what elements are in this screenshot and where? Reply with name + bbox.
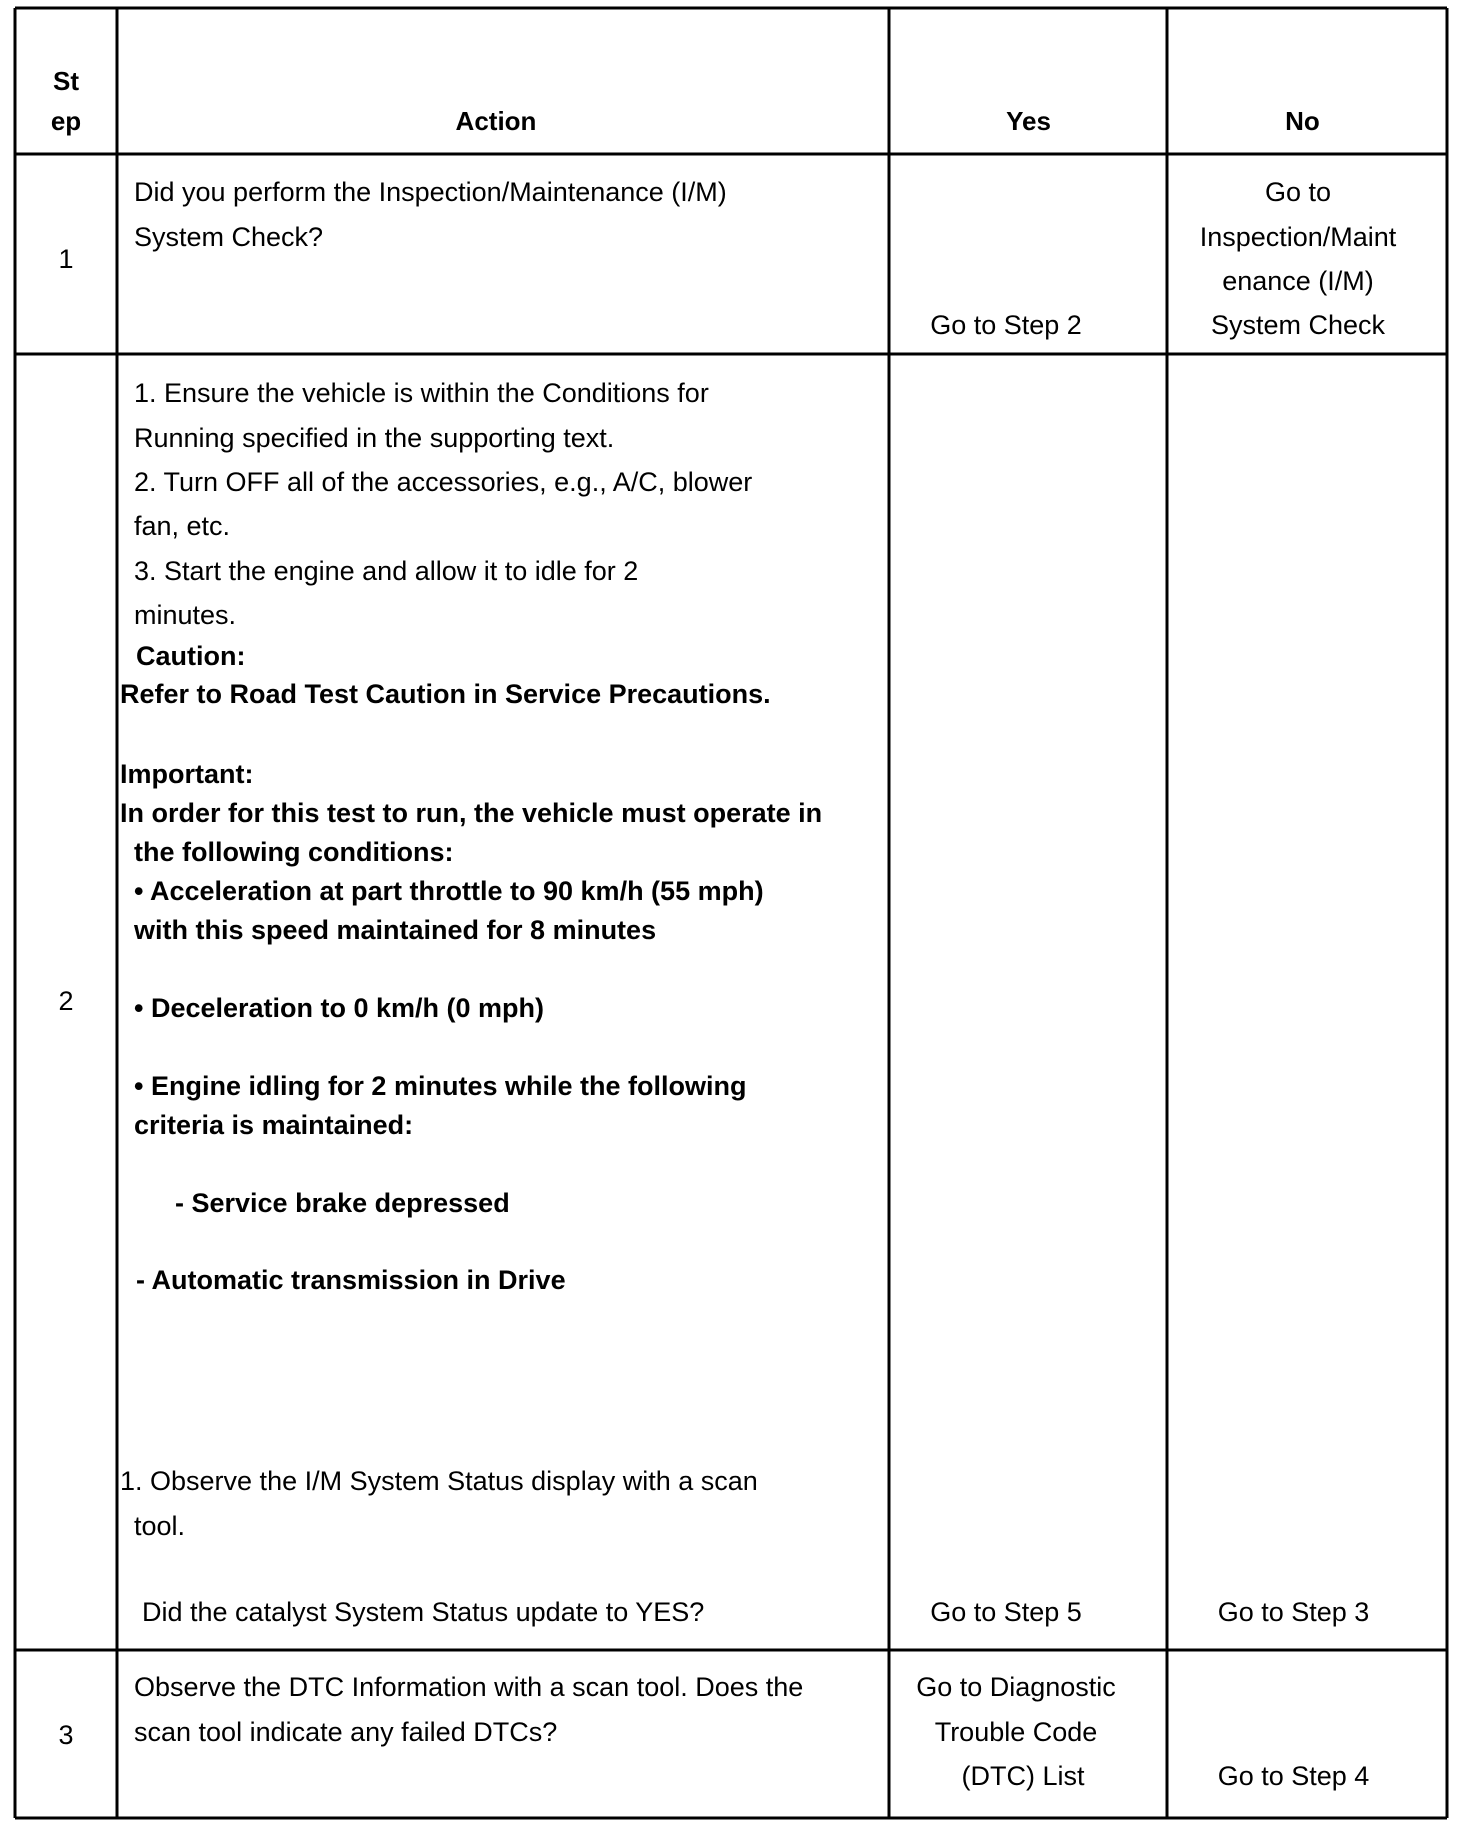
- row1-no-line-4: System Check: [1210, 310, 1386, 340]
- caution-text: Refer to Road Test Caution in Service Precautions.: [120, 679, 771, 709]
- header-step-line-2: ep: [50, 106, 82, 136]
- row1-no-line-1: Go to: [1264, 177, 1332, 207]
- bullet-idling-line-2: criteria is maintained:: [134, 1110, 414, 1140]
- row1-yes: Go to Step 2: [930, 310, 1082, 340]
- row1-step: 1: [58, 244, 74, 274]
- row2-item-line-5: 3. Start the engine and allow it to idle for 2: [134, 556, 639, 586]
- row2-item-line-1: 1. Ensure the vehicle is within the Conditions for: [134, 378, 709, 408]
- row2-item-line-6: minutes.: [134, 600, 237, 630]
- observe-line-1: 1. Observe the I/M System Status display with a scan: [120, 1466, 758, 1496]
- sub-item-automatic-transmission: - Automatic transmission in Drive: [136, 1265, 566, 1295]
- row3-yes-line-2: Trouble Code: [934, 1717, 1098, 1747]
- important-text-line-2: the following conditions:: [134, 837, 454, 867]
- important-title: Important:: [120, 759, 254, 789]
- row2-step: 2: [58, 986, 74, 1016]
- row3-no: Go to Step 4: [1217, 1761, 1370, 1791]
- row3-action-line-2: scan tool indicate any failed DTCs?: [134, 1717, 558, 1747]
- observe-line-2: tool.: [134, 1511, 186, 1541]
- row2-item-line-3: 2. Turn OFF all of the accessories, e.g., A/C, blower: [134, 467, 753, 497]
- header-action: Action: [455, 106, 537, 136]
- header-yes: Yes: [1006, 106, 1051, 136]
- bullet-acceleration-line-1: • Acceleration at part throttle to 90 km/h (55 mph): [134, 876, 764, 906]
- row1-action-line-2: System Check?: [134, 222, 324, 252]
- row2-question: Did the catalyst System Status update to YES?: [142, 1597, 705, 1627]
- row2-yes: Go to Step 5: [930, 1597, 1082, 1627]
- row1-no-line-3: enance (I/M): [1222, 266, 1374, 296]
- row3-action-line-1: Observe the DTC Information with a scan tool. Does the: [134, 1672, 804, 1702]
- row2-no: Go to Step 3: [1217, 1597, 1370, 1627]
- important-text-line-1: In order for this test to run, the vehicle must operate in: [120, 798, 823, 828]
- row2-item-line-2: Running specified in the supporting text.: [134, 423, 615, 453]
- header-step-line-1: St: [53, 66, 79, 96]
- header-no: No: [1285, 106, 1320, 136]
- sub-item-service-brake: - Service brake depressed: [175, 1188, 510, 1218]
- bullet-idling-line-1: • Engine idling for 2 minutes while the following: [134, 1071, 747, 1101]
- row3-yes-line-3: (DTC) List: [961, 1761, 1085, 1791]
- row1-no-line-2: Inspection/Maint: [1199, 222, 1397, 252]
- row2-item-line-4: fan, etc.: [134, 511, 231, 541]
- row1-action-line-1: Did you perform the Inspection/Maintenance (I/M): [134, 177, 727, 207]
- bullet-deceleration: • Deceleration to 0 km/h (0 mph): [134, 993, 545, 1023]
- bullet-acceleration-line-2: with this speed maintained for 8 minutes: [134, 915, 657, 945]
- row3-yes-line-1: Go to Diagnostic: [916, 1672, 1116, 1702]
- caution-title: Caution:: [136, 641, 246, 671]
- row3-step: 3: [58, 1720, 74, 1750]
